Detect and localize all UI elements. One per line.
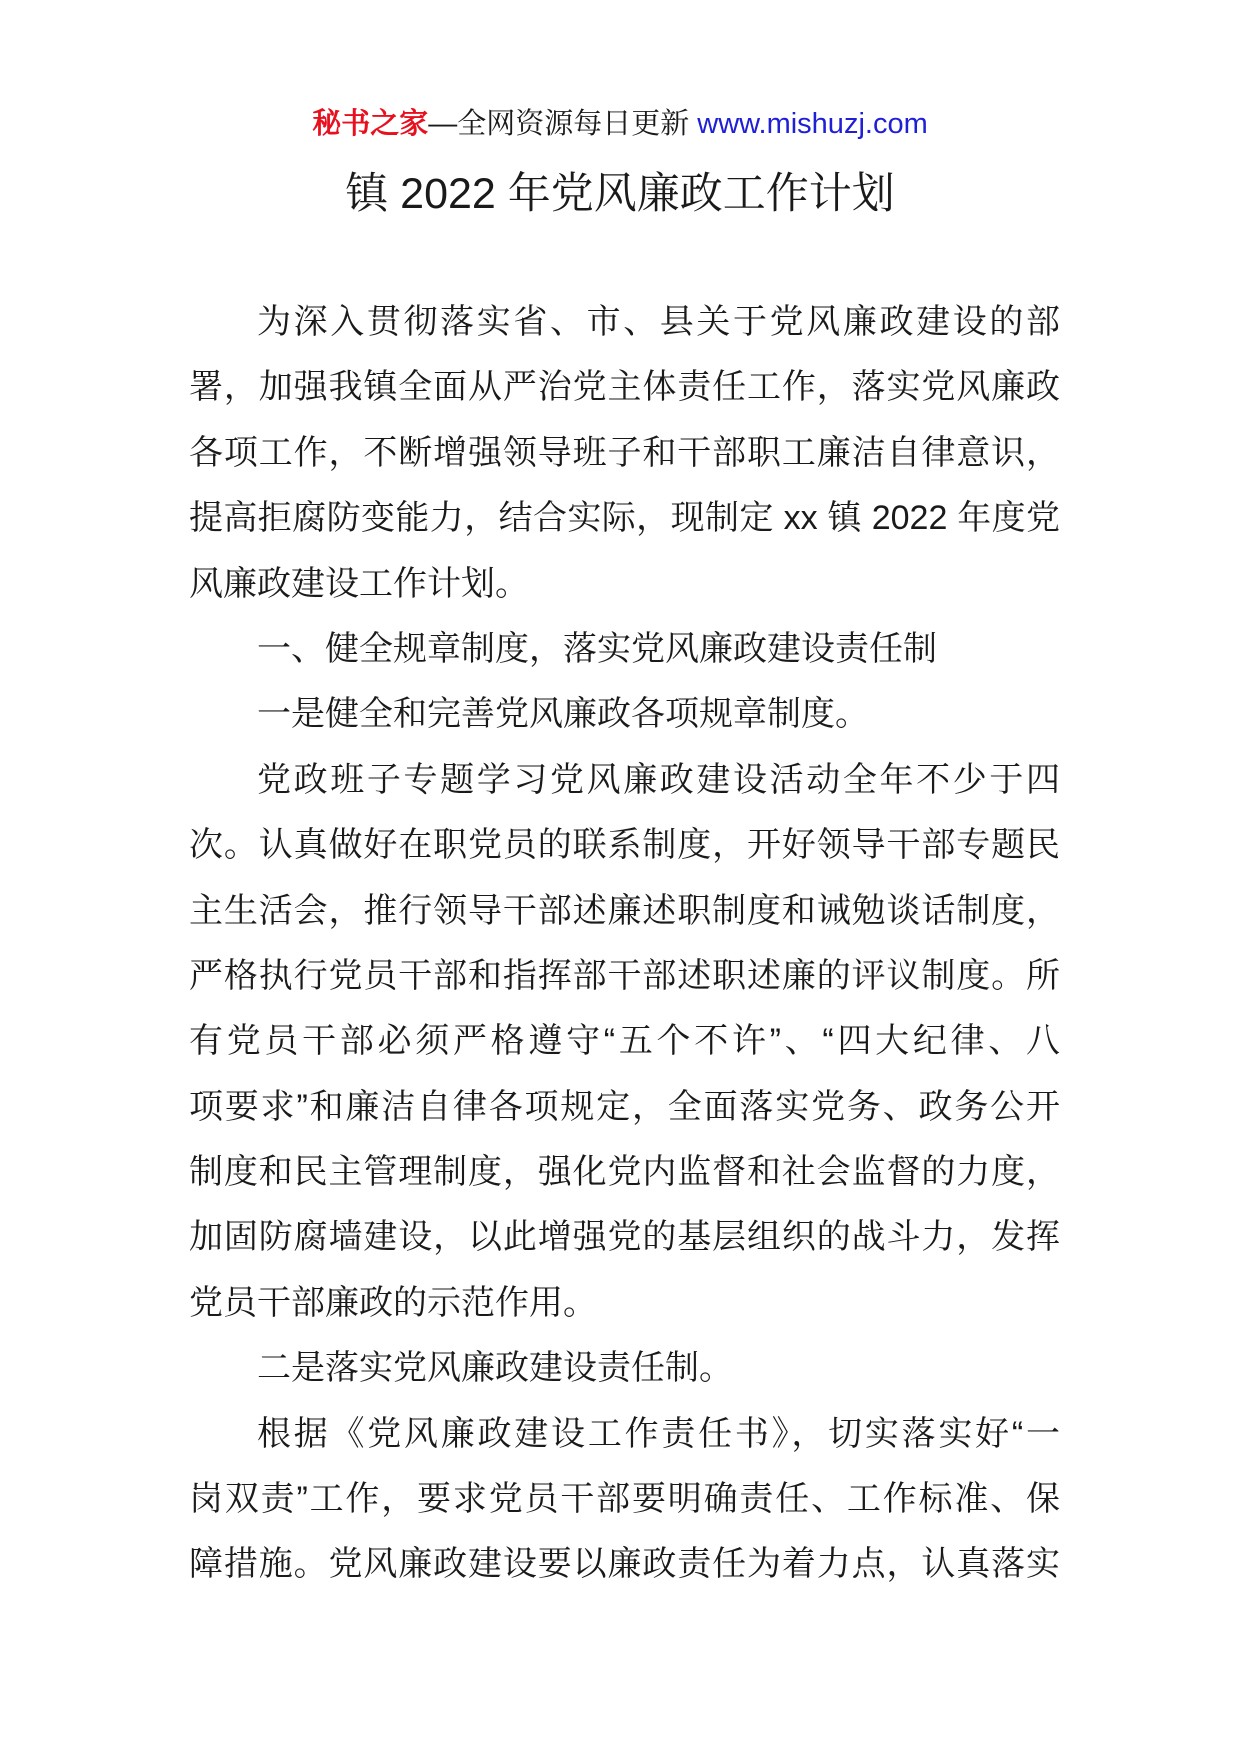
intro-line: 提高拒腐防变能力，结合实际，现制定 xx 镇 2022 年度党 xyxy=(189,499,1060,538)
body-line: 制度和民主管理制度，强化党内监督和社会监督的力度， xyxy=(189,1153,1060,1192)
site-banner xyxy=(0,104,1240,144)
intro-line: 风廉政建设工作计划。 xyxy=(189,564,529,603)
body-line: 有党员干部必须严格遵守“五个不许”、“四大纪律、八 xyxy=(189,1022,1060,1061)
body-line: 主生活会，推行领导干部述廉述职制度和诫勉谈话制度， xyxy=(189,891,1060,930)
document-title: 镇 2022 年党风廉政工作计划 xyxy=(345,170,895,218)
body-line: 障措施。党风廉政建设要以廉政责任为着力点，认真落实 xyxy=(189,1545,1060,1584)
section-heading: 一、健全规章制度，落实党风廉政建设责任制 xyxy=(257,629,937,668)
site-url: www.mishuzj.com xyxy=(697,108,928,140)
banner-tagline: —全网资源每日更新 xyxy=(428,108,690,140)
body-line: 党员干部廉政的示范作用。 xyxy=(189,1283,597,1322)
body-line: 严格执行党员干部和指挥部干部述职述廉的评议制度。所 xyxy=(189,956,1060,995)
body-line: 岗双责”工作，要求党员干部要明确责任、工作标准、保 xyxy=(189,1480,1060,1519)
intro-line: 各项工作，不断增强领导班子和干部职工廉洁自律意识， xyxy=(189,433,1060,472)
body-line: 根据《党风廉政建设工作责任书》，切实落实好“一 xyxy=(257,1414,1060,1453)
body-line: 党政班子专题学习党风廉政建设活动全年不少于四 xyxy=(257,760,1060,799)
brand-name: 秘书之家 xyxy=(312,108,429,140)
body-line: 项要求”和廉洁自律各项规定，全面落实党务、政务公开 xyxy=(189,1087,1060,1126)
intro-line: 署，加强我镇全面从严治党主体责任工作，落实党风廉政 xyxy=(189,368,1060,407)
body-line: 次。认真做好在职党员的联系制度，开好领导干部专题民 xyxy=(189,826,1060,865)
body-line: 加固防腐墙建设，以此增强党的基层组织的战斗力，发挥 xyxy=(189,1218,1060,1257)
item-heading: 二是落实党风廉政建设责任制。 xyxy=(257,1349,733,1388)
intro-line: 为深入贯彻落实省、市、县关于党风廉政建设的部 xyxy=(257,303,1060,341)
document-body xyxy=(189,290,1060,1598)
item-heading: 一是健全和完善党风廉政各项规章制度。 xyxy=(257,695,869,734)
